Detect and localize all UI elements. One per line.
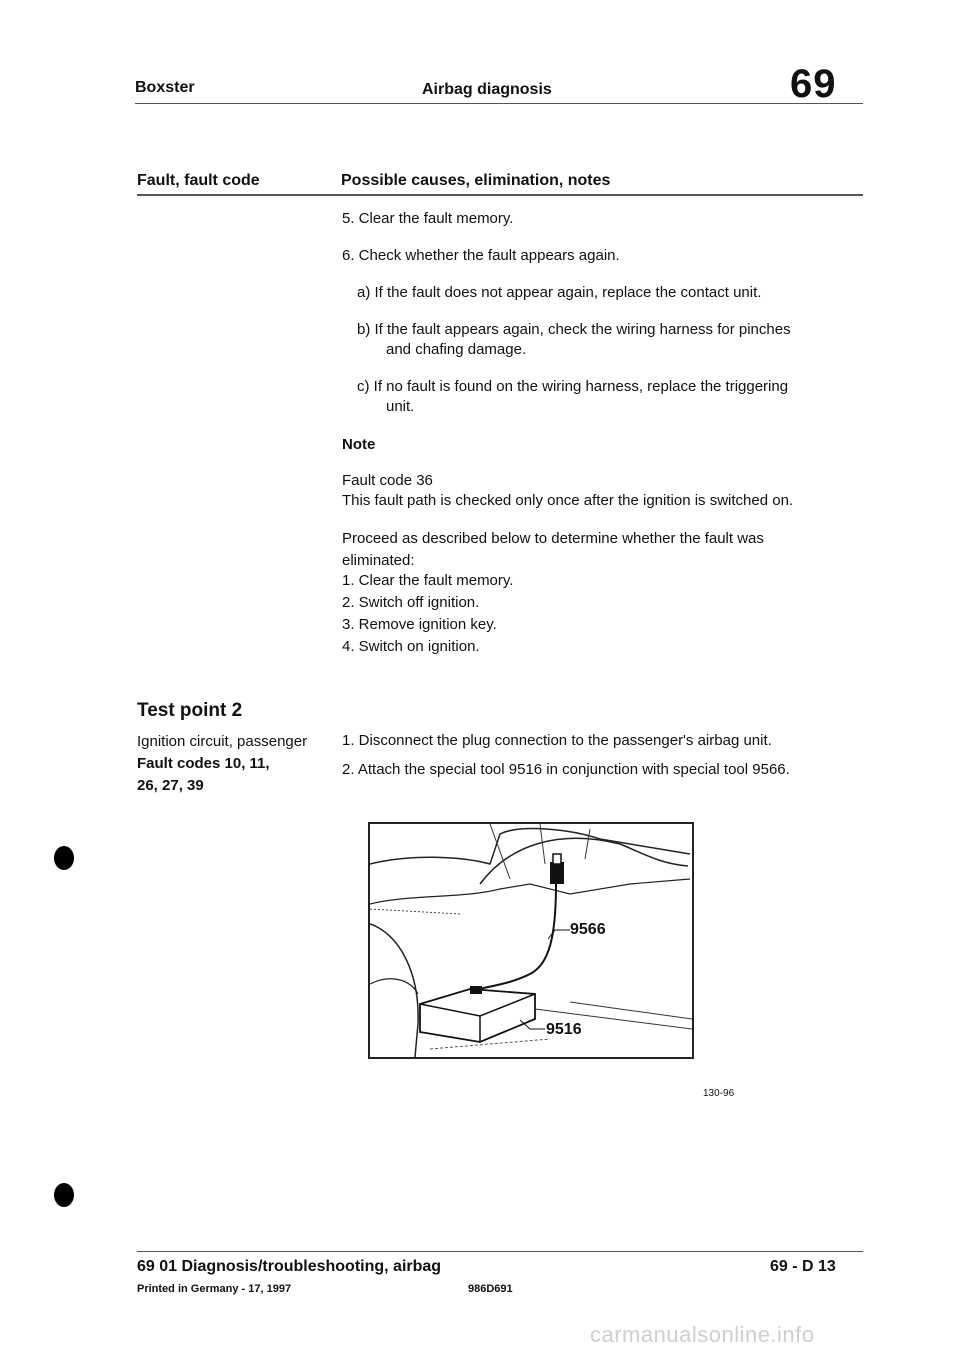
footer-printed: Printed in Germany - 17, 1997 bbox=[137, 1283, 292, 1295]
step-5: 5. Clear the fault memory. bbox=[342, 210, 514, 227]
note-heading: Note bbox=[342, 436, 376, 453]
note-line2: This fault path is checked only once after the ignition is switched on. bbox=[342, 492, 794, 509]
test-point-codes bbox=[137, 753, 317, 797]
test-step-2: 2. Attach the special tool 9516 in conjunction with special tool 9566. bbox=[342, 761, 790, 778]
footer-doc-code: 986D691 bbox=[468, 1283, 513, 1295]
note-list-item: 1. Clear the fault memory. bbox=[342, 572, 514, 589]
column-heading-rule bbox=[137, 194, 863, 196]
step-6: 6. Check whether the fault appears again. bbox=[342, 247, 620, 264]
step-6a: a) If the fault does not appear again, replace the contact unit. bbox=[357, 284, 762, 301]
step-6b-line2: and chafing damage. bbox=[386, 341, 527, 358]
note-proceed-line2: eliminated: bbox=[342, 552, 415, 569]
note-list-item: 2. Switch off ignition. bbox=[342, 594, 480, 611]
tool-label-9516: 9516 bbox=[546, 1021, 582, 1038]
step-6c-line2: unit. bbox=[386, 398, 415, 415]
note-list-item: 3. Remove ignition key. bbox=[342, 616, 497, 633]
header-rule bbox=[135, 103, 863, 104]
tool-label-9566: 9566 bbox=[570, 921, 606, 938]
special-tool-illustration bbox=[368, 822, 694, 1059]
step-6c-line1: c) If no fault is found on the wiring harness, replace the triggering bbox=[357, 378, 789, 395]
note-line1: Fault code 36 bbox=[342, 472, 433, 489]
header-model: Boxster bbox=[135, 79, 195, 96]
column-heading-fault: Fault, fault code bbox=[137, 172, 260, 189]
chapter-number: 69 bbox=[790, 62, 837, 106]
fault-codes-line2: 26, 27, 39 bbox=[137, 777, 204, 794]
note-list-item: 4. Switch on ignition. bbox=[342, 638, 480, 655]
note-proceed-line1: Proceed as described below to determine whether the fault was bbox=[342, 530, 764, 547]
test-point-title: Test point 2 bbox=[137, 700, 243, 721]
header-title: Airbag diagnosis bbox=[422, 81, 552, 98]
column-heading-causes: Possible causes, elimination, notes bbox=[341, 172, 611, 189]
test-point-subtitle: Ignition circuit, passenger bbox=[137, 733, 308, 750]
test-step-1: 1. Disconnect the plug connection to the passenger's airbag unit. bbox=[342, 732, 772, 749]
footer-section: 69 01 Diagnosis/troubleshooting, airbag bbox=[137, 1258, 442, 1275]
illustration-drawing bbox=[370, 824, 692, 1057]
footer-rule bbox=[137, 1251, 863, 1252]
footer-page: 69 - D 13 bbox=[770, 1258, 836, 1275]
binder-hole bbox=[54, 846, 74, 870]
step-6b-line1: b) If the fault appears again, check the wiring harness for pinches bbox=[357, 321, 791, 338]
fault-codes-line1: Fault codes 10, 11, bbox=[137, 755, 270, 772]
watermark: carmanualsonline.info bbox=[590, 1322, 815, 1347]
figure-caption: 130-96 bbox=[703, 1088, 735, 1099]
binder-hole bbox=[54, 1183, 74, 1207]
